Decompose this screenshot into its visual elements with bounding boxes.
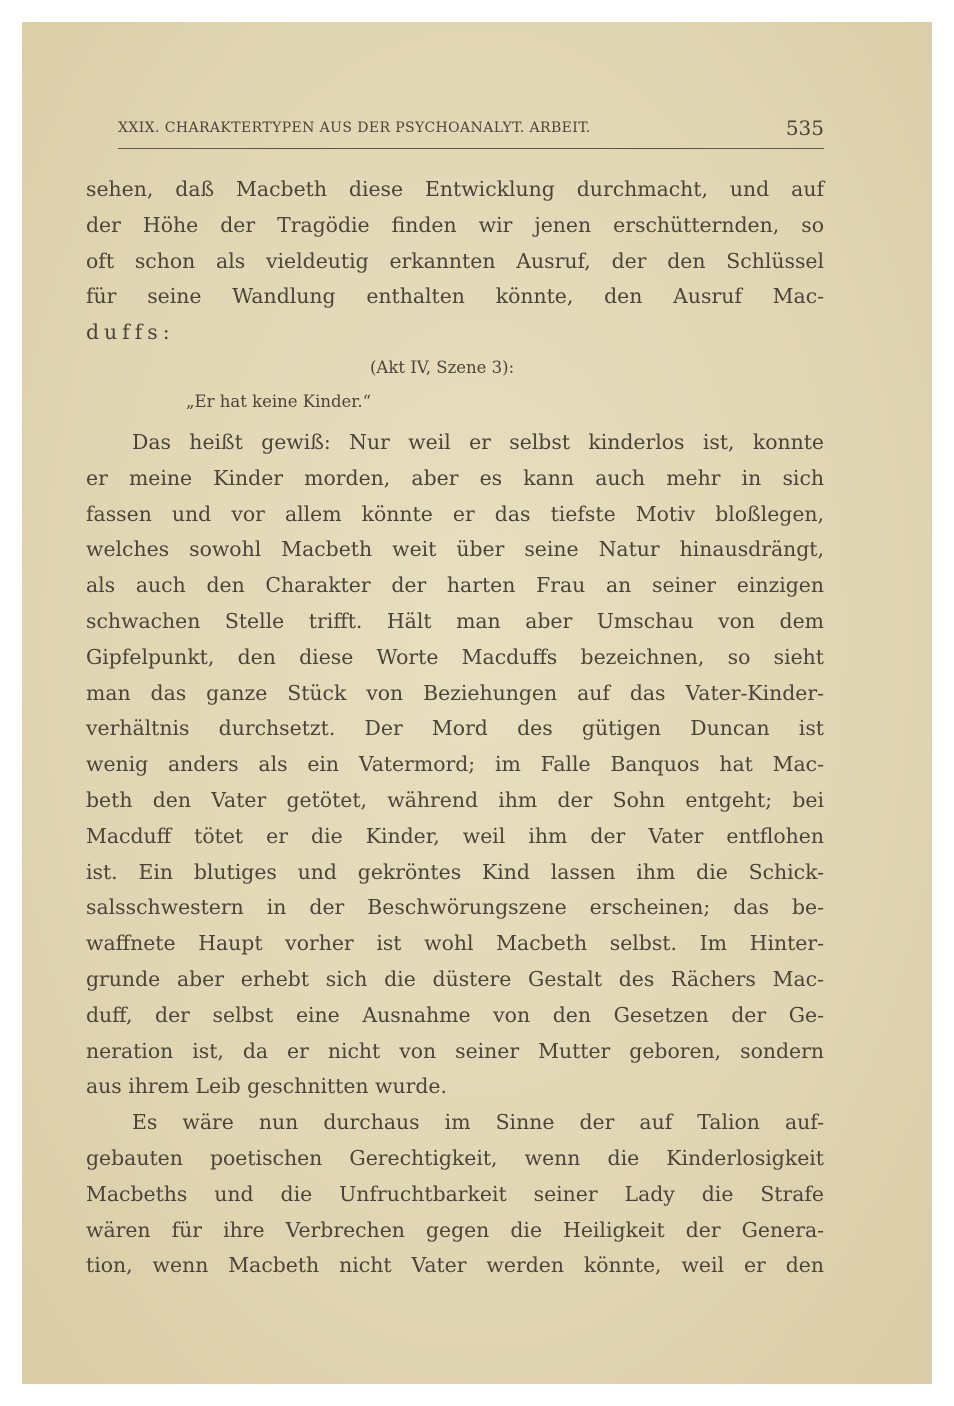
quotation: „Er hat keine Kinder.“ <box>186 391 372 411</box>
text-line: wären für ihre Verbrechen gegen die Heiligkeit der Genera- <box>86 1217 824 1242</box>
text-line: grunde aber erhebt sich die düstere Gestalt des Rächers Mac- <box>86 966 824 991</box>
text-line: welches sowohl Macbeth weit über seine Natur hinausdrängt, <box>86 537 824 562</box>
paragraph-3 <box>86 1105 824 1284</box>
text-line: verhältnis durchsetzt. Der Mord des gütigen Duncan ist <box>86 716 824 741</box>
text-line: duffs: <box>86 320 175 345</box>
text-line: salsschwestern in der Beschwörungszene erscheinen; das be- <box>86 895 824 920</box>
text-line: als auch den Charakter der harten Frau an seiner einzigen <box>86 573 824 598</box>
citation: (Akt IV, Szene 3): <box>370 357 515 377</box>
text-line: fassen und vor allem könnte er das tiefste Motiv bloßlegen, <box>86 501 824 526</box>
text-line: für seine Wandlung enthalten könnte, den Ausruf Mac- <box>86 284 824 309</box>
text-line: er meine Kinder morden, aber es kann auch mehr in sich <box>86 465 824 490</box>
text-line: oft schon als vieldeutig erkannten Ausruf, der den Schlüssel <box>86 248 824 273</box>
text-line: aus ihrem Leib geschnitten wurde. <box>86 1074 447 1099</box>
text-line: Gipfelpunkt, den diese Worte Macduffs bezeichnen, so sieht <box>86 644 824 669</box>
running-title: XXIX. CHARAKTERTYPEN AUS DER PSYCHOANALYT. ARBEIT. <box>118 120 591 136</box>
page-number: 535 <box>785 116 824 140</box>
text-line: Das heißt gewiß: Nur weil er selbst kinderlos ist, konnte <box>132 429 824 454</box>
text-line: sehen, daß Macbeth diese Entwicklung durchmacht, und auf <box>86 177 824 201</box>
running-head <box>118 118 824 149</box>
text-line: wenig anders als ein Vatermord; im Falle Banquos hat Mac- <box>86 752 824 777</box>
paragraph-2 <box>86 425 824 1105</box>
text-line: Macbeths und die Unfruchtbarkeit seiner Lady die Strafe <box>86 1181 824 1206</box>
text-line: duff, der selbst eine Ausnahme von den Gesetzen der Ge- <box>86 1002 824 1027</box>
text-line: man das ganze Stück von Beziehungen auf das Vater-Kinder- <box>86 680 824 705</box>
text-line: ist. Ein blutiges und gekröntes Kind lassen ihm die Schick- <box>86 859 824 884</box>
text-line: Macduff tötet er die Kinder, weil ihm der Vater entflohen <box>86 823 824 848</box>
text-line: gebauten poetischen Gerechtigkeit, wenn die Kinderlosigkeit <box>86 1145 824 1170</box>
text-line: beth den Vater getötet, während ihm der Sohn entgeht; bei <box>86 787 824 812</box>
text-line: schwachen Stelle trifft. Hält man aber Umschau von dem <box>86 608 824 633</box>
text-line: Es wäre nun durchaus im Sinne der auf Talion auf- <box>132 1110 824 1135</box>
text-line: tion, wenn Macbeth nicht Vater werden könnte, weil er den <box>86 1253 824 1278</box>
text-line: neration ist, da er nicht von seiner Mutter geboren, sondern <box>86 1038 824 1063</box>
text-line: waffnete Haupt vorher ist wohl Macbeth selbst. Im Hinter- <box>86 931 824 956</box>
paragraph-1 <box>86 172 824 351</box>
text-line: der Höhe der Tragödie finden wir jenen erschütternden, so <box>86 212 824 237</box>
body-text <box>86 172 824 1284</box>
